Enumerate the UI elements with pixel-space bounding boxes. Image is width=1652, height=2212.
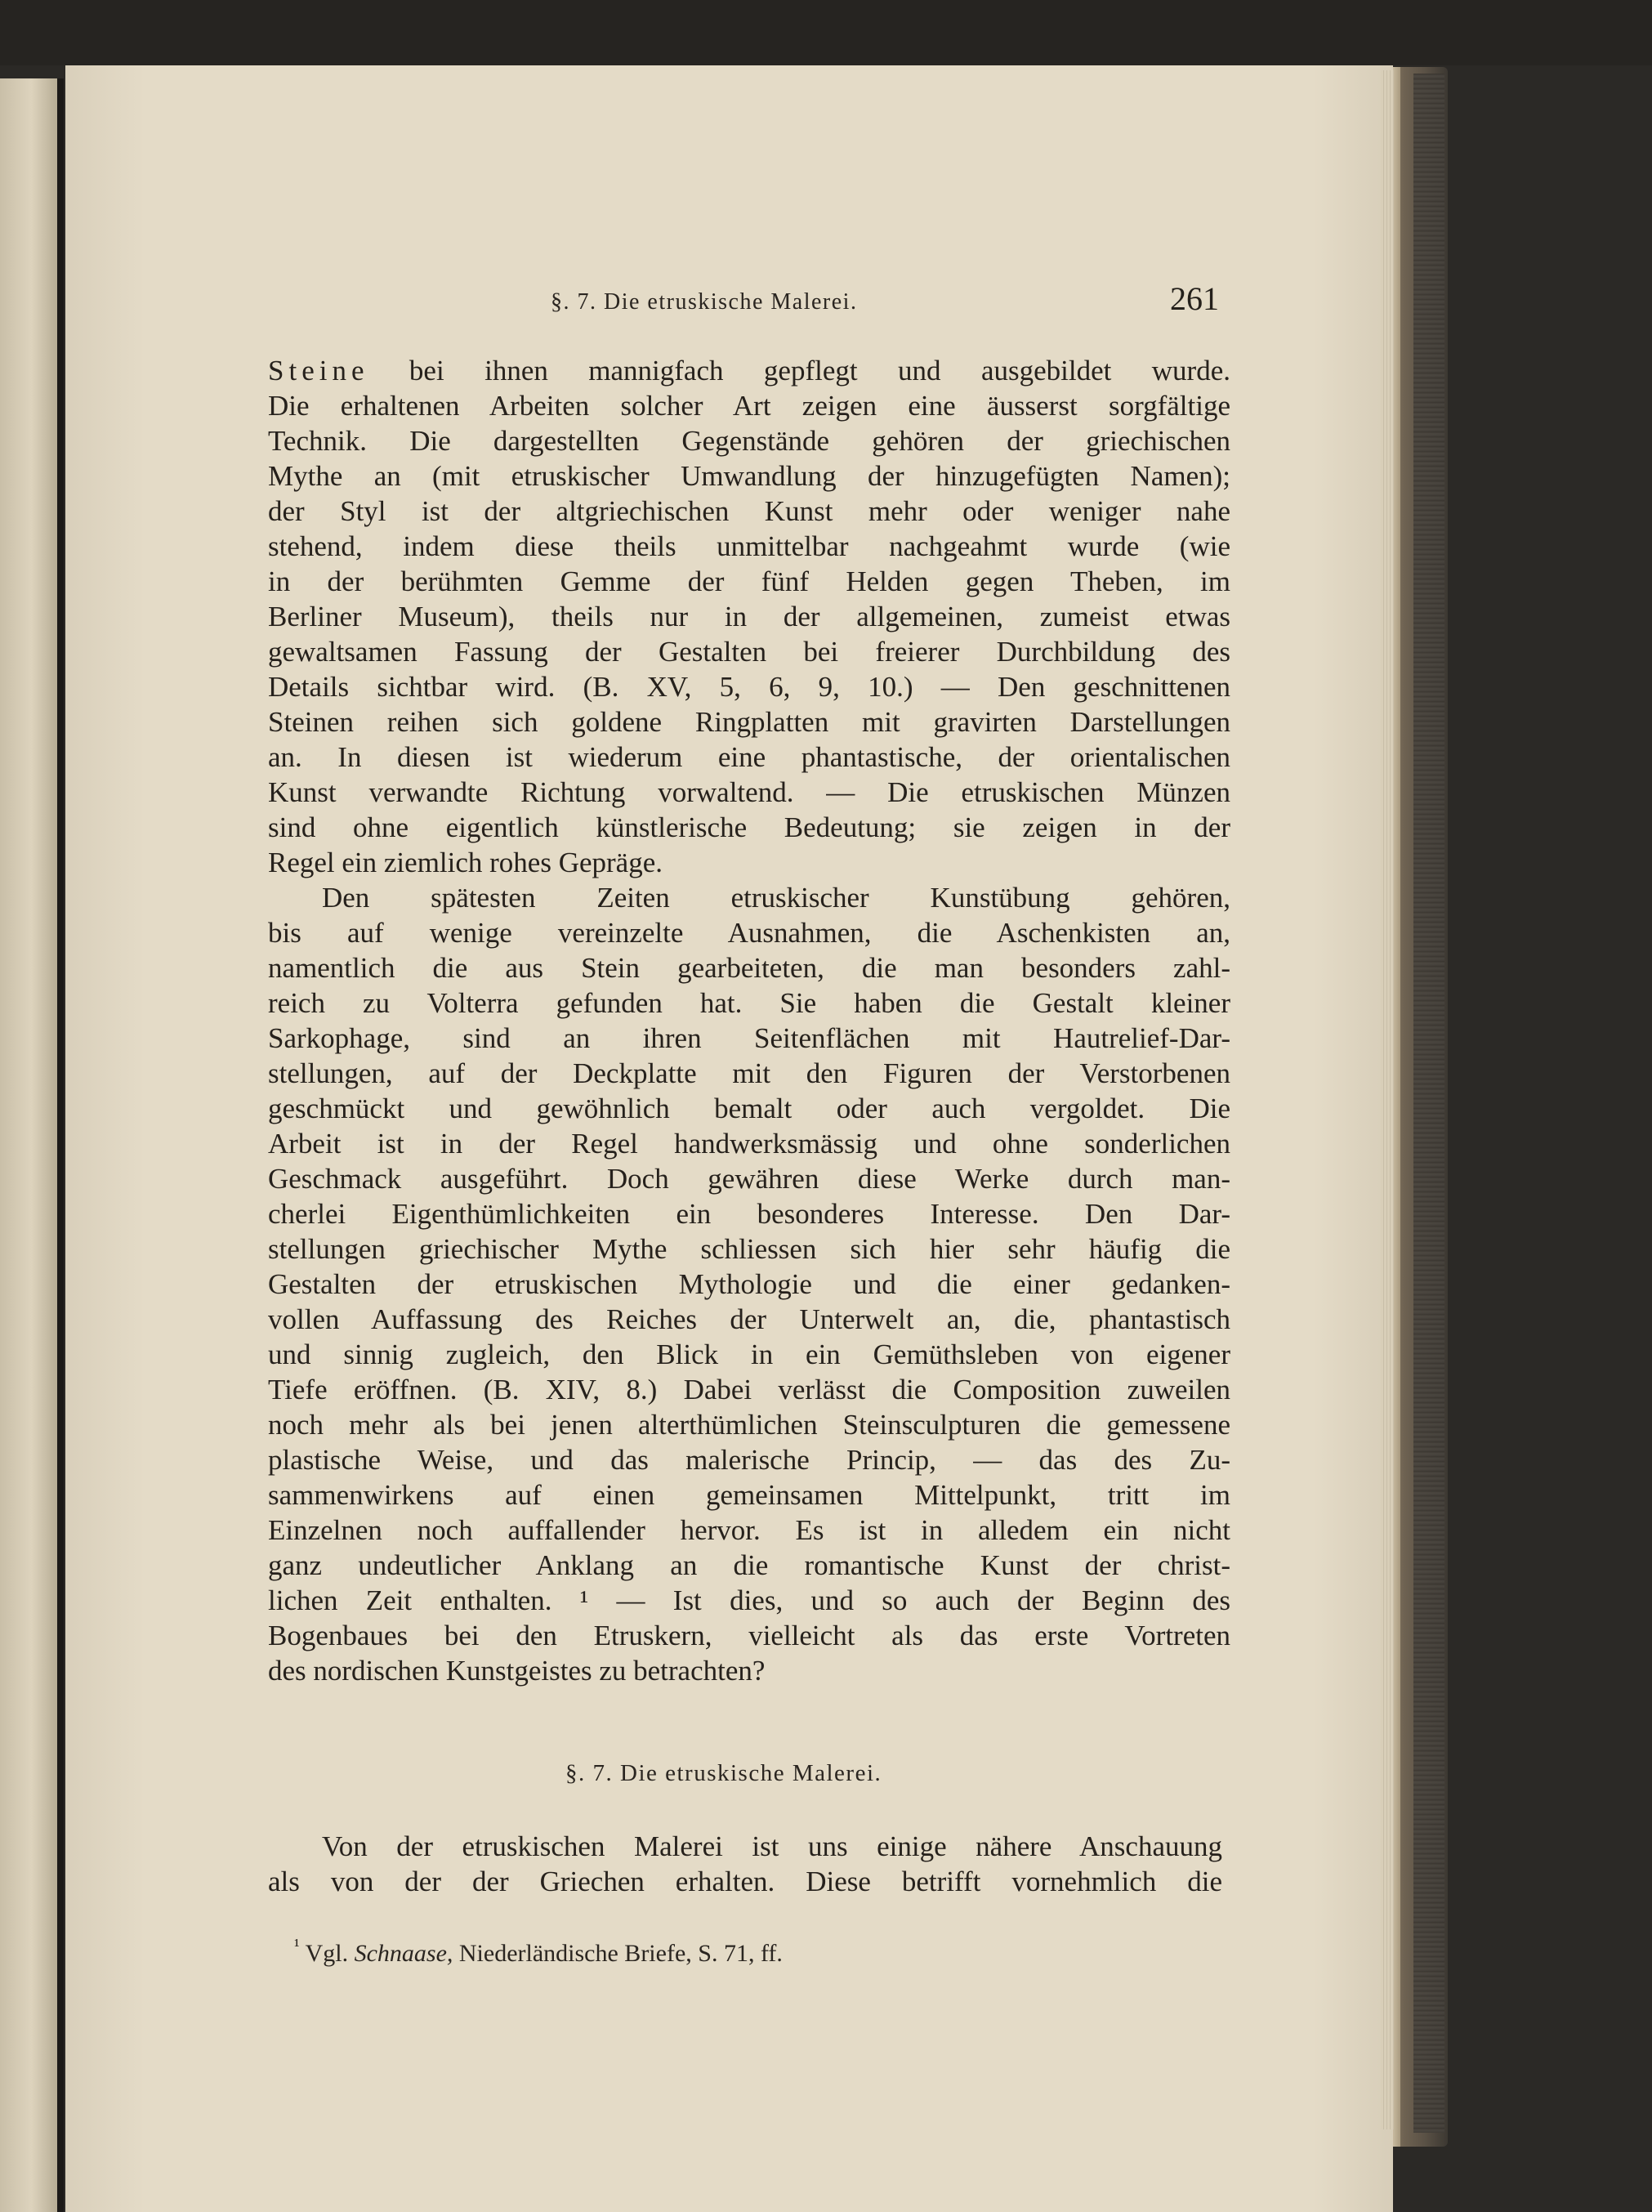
text-line: Mythe an (mit etruskischer Umwandlung der hinzugefügten Namen); bbox=[268, 460, 1230, 492]
text-line: Berliner Museum), theils nur in der allgemeinen, zumeist etwas bbox=[268, 601, 1230, 632]
text-line: Technik. Die dargestellten Gegenstände gehören der griechischen bbox=[268, 425, 1230, 457]
text-line: sind ohne eigentlich künstlerische Bedeutung; sie zeigen in der bbox=[268, 811, 1230, 843]
footnote-prefix: Vgl. bbox=[305, 1940, 349, 1967]
text-line: des nordischen Kunstgeistes zu betrachten? bbox=[268, 1655, 766, 1687]
text-line: plastische Weise, und das malerische Princip, — das des Zu- bbox=[268, 1444, 1230, 1476]
text-line: Einzelnen noch auffallender hervor. Es ist in alledem ein nicht bbox=[268, 1514, 1230, 1546]
text-line: Tiefe eröffnen. (B. XIV, 8.) Dabei verlässt die Composition zuweilen bbox=[268, 1374, 1230, 1405]
text-line: Gestalten der etruskischen Mythologie und die einer gedanken- bbox=[268, 1268, 1230, 1300]
text-line: Bogenbaues bei den Etruskern, vielleicht als das erste Vortreten bbox=[268, 1620, 1230, 1651]
text-line: gewaltsamen Fassung der Gestalten bei freierer Durchbildung des bbox=[268, 636, 1230, 668]
text-line bbox=[268, 353, 1230, 388]
text-line: Sarkophage, sind an ihren Seitenflächen mit Hautrelief-Dar- bbox=[268, 1022, 1230, 1054]
book-page bbox=[65, 65, 1393, 2212]
book-cover-cloth bbox=[1413, 74, 1444, 2133]
text-line: sammenwirkens auf einen gemeinsamen Mittelpunkt, tritt im bbox=[268, 1479, 1230, 1511]
text-line: stellungen griechischer Mythe schliessen sich hier sehr häufig die bbox=[268, 1233, 1230, 1265]
text-line: und sinnig zugleich, den Blick in ein Gemüthsleben von eigener bbox=[268, 1338, 1230, 1370]
section-body-text bbox=[268, 1829, 1222, 1899]
footnote-text: Niederländische Briefe, S. 71, ff. bbox=[458, 1940, 783, 1967]
text-line: Kunst verwandte Richtung vorwaltend. — Die etruskischen Münzen bbox=[268, 776, 1230, 808]
text-line: namentlich die aus Stein gearbeiteten, die man besonders zahl- bbox=[268, 952, 1230, 984]
book-gutter bbox=[57, 78, 64, 2212]
footnote-marker: ¹ bbox=[294, 1935, 300, 1955]
scan-background-top bbox=[0, 0, 1652, 65]
body-text bbox=[268, 353, 1230, 1688]
text-line: Details sichtbar wird. (B. XV, 5, 6, 9, 10.) — Den geschnittenen bbox=[268, 671, 1230, 703]
line-text: bei ihnen mannigfach gepflegt und ausgebildet wurde. bbox=[368, 355, 1230, 387]
text-line: Die erhaltenen Arbeiten solcher Art zeigen eine äusserst sorgfältige bbox=[268, 390, 1230, 422]
text-line: an. In diesen ist wiederum eine phantastische, der orientalischen bbox=[268, 741, 1230, 773]
text-line: cherlei Eigenthümlichkeiten ein besonderes Interesse. Den Dar- bbox=[268, 1198, 1230, 1230]
text-line: lichen Zeit enthalten. ¹ — Ist dies, und so auch der Beginn des bbox=[268, 1584, 1230, 1616]
footnote bbox=[294, 1935, 783, 1968]
footnote-author: Schnaase, bbox=[354, 1940, 453, 1967]
text-line: bis auf wenige vereinzelte Ausnahmen, die Aschenkisten an, bbox=[268, 917, 1230, 949]
text-line: geschmückt und gewöhnlich bemalt oder auch vergoldet. Die bbox=[268, 1093, 1230, 1124]
running-head: §. 7. Die etruskische Malerei. bbox=[551, 289, 858, 315]
text-line: der Styl ist der altgriechischen Kunst mehr oder weniger nahe bbox=[268, 495, 1230, 527]
text-line: Steinen reihen sich goldene Ringplatten mit gravirten Darstellungen bbox=[268, 706, 1230, 738]
page-number: 261 bbox=[1170, 280, 1219, 317]
text-line: als von der der Griechen erhalten. Diese betrifft vornehmlich die bbox=[268, 1866, 1222, 1897]
text-line: in der berühmten Gemme der fünf Helden gegen Theben, im bbox=[268, 565, 1230, 597]
text-line: Geschmack ausgeführt. Doch gewähren diese Werke durch man- bbox=[268, 1163, 1230, 1195]
facing-page-edge bbox=[0, 78, 57, 2212]
text-line: Regel ein ziemlich rohes Gepräge. bbox=[268, 847, 663, 878]
text-line: reich zu Volterra gefunden hat. Sie haben die Gestalt kleiner bbox=[268, 987, 1230, 1019]
text-line: Arbeit ist in der Regel handwerksmässig und ohne sonderlichen bbox=[268, 1128, 1230, 1160]
text-line: vollen Auffassung des Reiches der Unterwelt an, die, phantastisch bbox=[268, 1303, 1230, 1335]
page-stack-edge bbox=[1381, 70, 1394, 2129]
text-line: stehend, indem diese theils unmittelbar nachgeahmt wurde (wie bbox=[268, 530, 1230, 562]
text-line: noch mehr als bei jenen alterthümlichen Steinsculpturen die gemessene bbox=[268, 1409, 1230, 1441]
text-line: Den spätesten Zeiten etruskischer Kunstübung gehören, bbox=[322, 882, 1230, 914]
section-heading: §. 7. Die etruskische Malerei. bbox=[565, 1760, 882, 1786]
text-line: ganz undeutlicher Anklang an die romantische Kunst der christ- bbox=[268, 1549, 1230, 1581]
text-line: Von der etruskischen Malerei ist uns einige nähere Anschauung bbox=[322, 1830, 1222, 1862]
spaced-word: Steine bbox=[268, 355, 369, 387]
text-line: stellungen, auf der Deckplatte mit den Figuren der Verstorbenen bbox=[268, 1057, 1230, 1089]
